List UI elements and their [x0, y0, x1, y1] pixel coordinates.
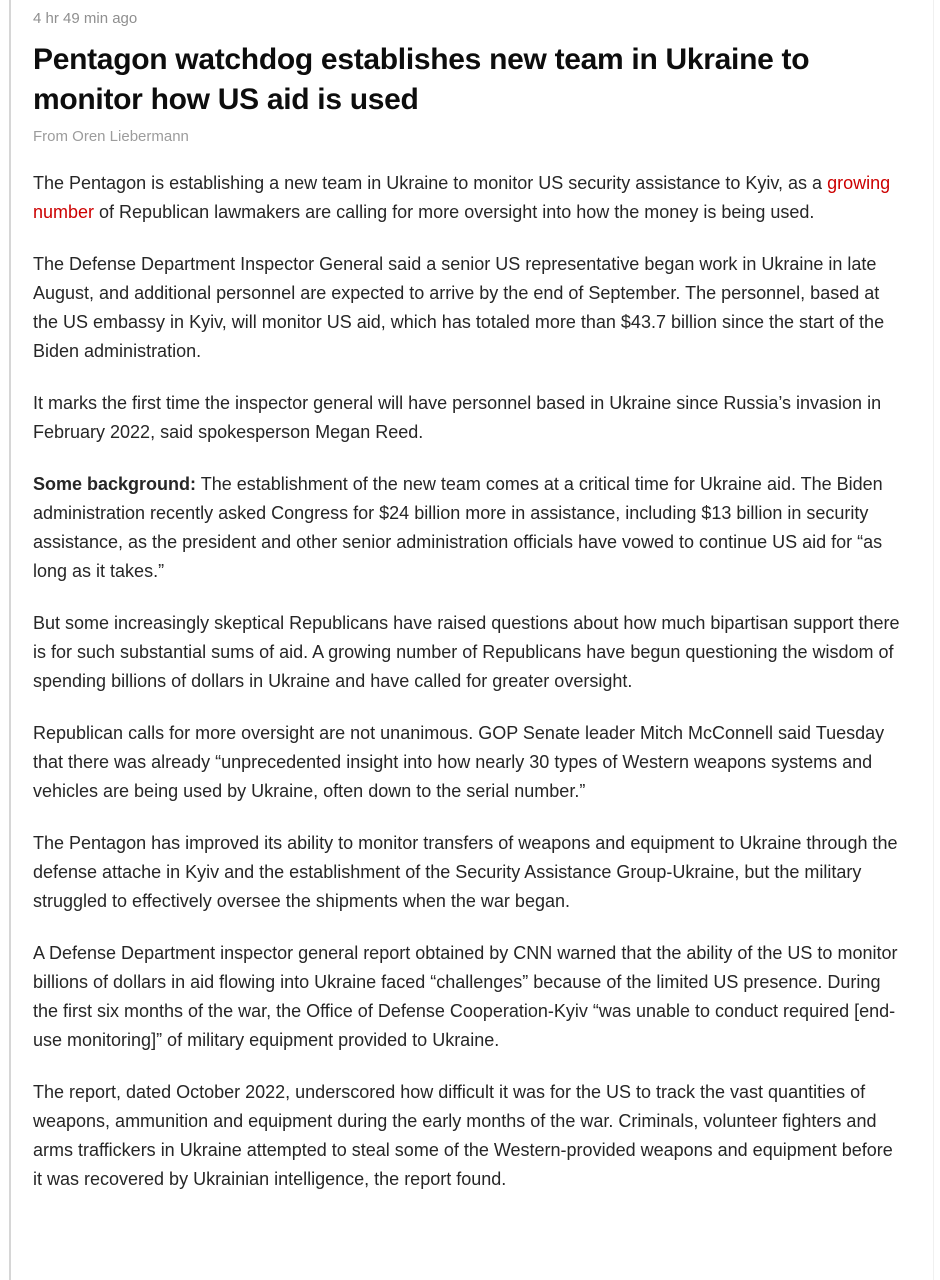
paragraph-text: The Pentagon is establishing a new team in Ukraine to monitor US security assistance to Kyiv, as a	[33, 173, 828, 193]
article-paragraph	[33, 169, 903, 227]
article-paragraph: But some increasingly skeptical Republicans have raised questions about how much bipartisan support there is for such substantial sums of aid. A growing number of Republicans have begun questioning the wisdom of spending billions of dollars in Ukraine and have called for greater oversight.	[33, 613, 900, 691]
growing-number-link[interactable]: growing number	[33, 173, 891, 222]
post-byline: From Oren Liebermann	[33, 128, 189, 145]
article-body	[33, 169, 903, 1194]
post-timestamp: 4 hr 49 min ago	[33, 10, 138, 27]
article-paragraph: A Defense Department inspector general report obtained by CNN warned that the ability of the US to monitor billions of dollars in aid flowing into Ukraine faced “challenges” because of the limited US presence. During the first six months of the war, the Office of Defense Cooperation-Kyiv “was unable to conduct required [end-use monitoring]” of military equipment provided to Ukraine.	[33, 943, 898, 1050]
paragraph-lead-bold: Some background:	[33, 474, 197, 494]
live-blog-post	[9, 0, 934, 1280]
paragraph-text: The establishment of the new team comes at a critical time for Ukraine aid. The Biden administration recently asked Congress for $24 billion more in assistance, including $13 billion in security assistance, as the president and other senior administration officials have vowed to continue US aid for “as long as it takes.”	[33, 474, 883, 581]
paragraph-text: of Republican lawmakers are calling for more oversight into how the money is being used.	[94, 202, 815, 222]
article-paragraph: The Defense Department Inspector General said a senior US representative began work in Ukraine in late August, and additional personnel are expected to arrive by the end of September. The personnel, based at the US embassy in Kyiv, will monitor US aid, which has totaled more than $43.7 billion since the start of the Biden administration.	[33, 254, 885, 361]
article-paragraph	[33, 470, 903, 586]
article-paragraph: It marks the first time the inspector general will have personnel based in Ukraine since Russia’s invasion in February 2022, said spokesperson Megan Reed.	[33, 393, 882, 442]
article-paragraph: The report, dated October 2022, underscored how difficult it was for the US to track the vast quantities of weapons, ammunition and equipment during the early months of the war. Criminals, volunteer fighters and arms traffickers in Ukraine attempted to steal some of the Western-provided weapons and equipment before it was recovered by Ukrainian intelligence, the report found.	[33, 1082, 893, 1189]
post-headline: Pentagon watchdog establishes new team in Ukraine to monitor how US aid is used	[33, 43, 810, 116]
article-paragraph: Republican calls for more oversight are not unanimous. GOP Senate leader Mitch McConnell said Tuesday that there was already “unprecedented insight into how nearly 30 types of Western weapons systems and vehicles are being used by Ukraine, often down to the serial number.”	[33, 723, 885, 801]
article-paragraph: The Pentagon has improved its ability to monitor transfers of weapons and equipment to Ukraine through the defense attache in Kyiv and the establishment of the Security Assistance Group-Ukraine, but the military struggled to effectively oversee the shipments when the war began.	[33, 833, 898, 911]
